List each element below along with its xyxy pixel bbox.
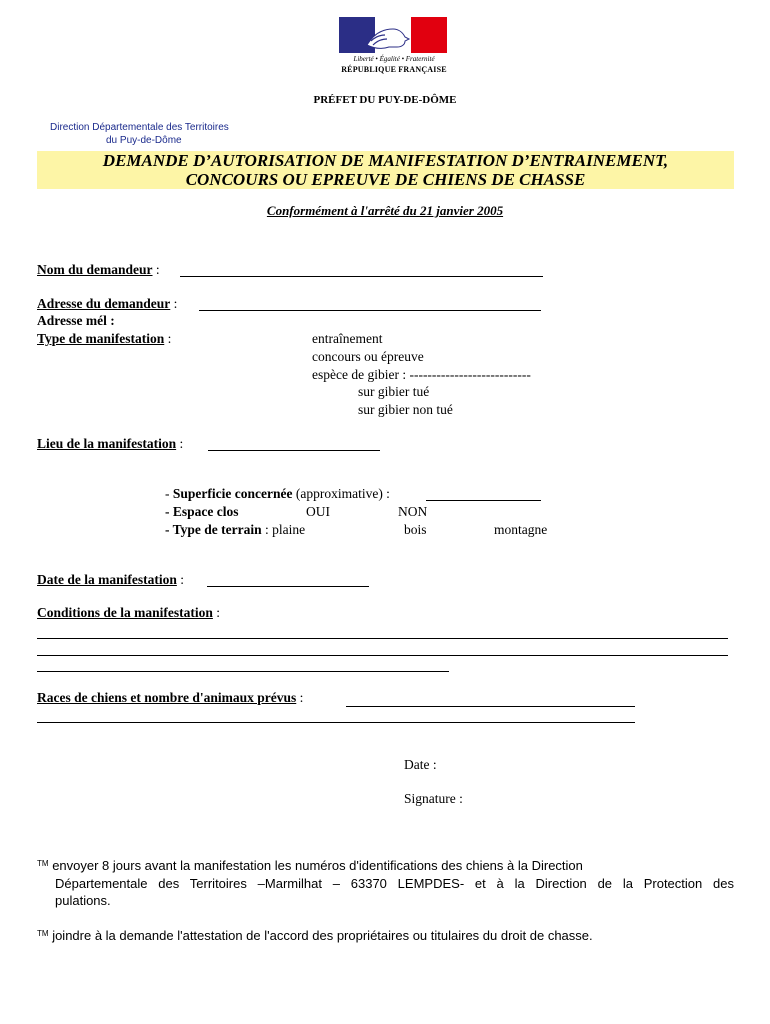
superficie-suffix: (approximative) : xyxy=(292,486,390,501)
terrain-plaine[interactable]: : plaine xyxy=(264,522,306,537)
races-line1[interactable] xyxy=(346,706,635,707)
lieu-row xyxy=(37,436,183,452)
trademark-icon: TM xyxy=(37,929,49,938)
option-gibier-non-tue[interactable]: sur gibier non tué xyxy=(358,402,453,417)
document-title-line2: CONCOURS OU EPREUVE DE CHIENS DE CHASSE xyxy=(185,170,586,189)
direction-line1: Direction Départementale des Territoires xyxy=(50,122,229,133)
marianne-profile-icon xyxy=(359,21,417,51)
type-colon: : xyxy=(167,331,172,346)
conditions-line3[interactable] xyxy=(37,671,449,672)
conditions-line2[interactable] xyxy=(37,655,728,656)
lieu-colon: : xyxy=(179,436,184,451)
type-row xyxy=(37,331,171,347)
date-row xyxy=(37,572,184,588)
races-label: Races de chiens et nombre d'animaux prévus xyxy=(37,690,297,705)
superficie-row xyxy=(165,486,390,502)
espace-oui[interactable]: OUI xyxy=(306,504,330,519)
nom-field[interactable] xyxy=(180,276,543,277)
nom-colon: : xyxy=(155,262,160,277)
conditions-colon: : xyxy=(216,605,221,620)
superficie-field[interactable] xyxy=(426,500,541,501)
races-row xyxy=(37,690,303,706)
marianne-logo xyxy=(339,17,449,79)
footnote2 xyxy=(37,928,593,943)
lieu-label: Lieu de la manifestation xyxy=(37,436,177,451)
republic-name: RÉPUBLIQUE FRANÇAISE xyxy=(341,65,447,74)
lieu-field[interactable] xyxy=(208,450,380,451)
document-subtitle: Conformément à l'arrêté du 21 janvier 2005 xyxy=(266,203,504,218)
date-sign-label: Date : xyxy=(404,757,437,772)
mel-label: Adresse mél : xyxy=(37,313,115,328)
nom-row xyxy=(37,262,160,278)
date-label: Date de la manifestation xyxy=(37,572,177,587)
date-field[interactable] xyxy=(207,586,369,587)
date-colon: : xyxy=(180,572,184,587)
document-title-line1: DEMANDE D’AUTORISATION DE MANIFESTATION D’ENTRAINEMENT, xyxy=(102,151,669,170)
option-concours[interactable]: concours ou épreuve xyxy=(312,349,424,364)
conditions-row xyxy=(37,605,220,621)
footnote1-line2: Départementale des Territoires –Marmilhat – 63370 LEMPDES- et à la Direction de la Protection des xyxy=(55,876,734,891)
conditions-label: Conditions de la manifestation xyxy=(37,605,213,620)
superficie-label: Superficie concernée xyxy=(172,486,293,501)
nom-label: Nom du demandeur xyxy=(37,262,153,277)
footnote1-text1: envoyer 8 jours avant la manifestation les numéros d'identifications des chiens à la Direction xyxy=(52,858,583,873)
trademark-icon: TM xyxy=(37,859,49,868)
espace-non[interactable]: NON xyxy=(398,504,428,519)
races-colon: : xyxy=(299,690,304,705)
footnote2-text: joindre à la demande l'attestation de l'accord des propriétaires ou titulaires du droit de chasse. xyxy=(52,928,593,943)
option-espece[interactable]: espèce de gibier : --------------------------- xyxy=(312,367,531,382)
option-entrainement[interactable]: entraînement xyxy=(312,331,383,346)
conditions-line1[interactable] xyxy=(37,638,728,639)
adresse-row xyxy=(37,296,177,312)
type-label: Type de manifestation xyxy=(37,331,165,346)
direction-line2: du Puy-de-Dôme xyxy=(106,135,182,146)
adresse-label: Adresse du demandeur xyxy=(37,296,171,311)
footnote1-line3: pulations. xyxy=(55,893,111,908)
terrain-row xyxy=(165,522,305,538)
signature-label: Signature : xyxy=(404,791,463,806)
terrain-label: - Type de terrain xyxy=(165,522,262,537)
espace-label: - Espace clos xyxy=(165,504,239,519)
superficie-dash: - xyxy=(165,486,173,501)
footnote1-line1 xyxy=(37,858,583,873)
adresse-field[interactable] xyxy=(199,310,541,311)
races-line2[interactable] xyxy=(37,722,635,723)
option-gibier-tue[interactable]: sur gibier tué xyxy=(358,384,430,399)
motto: Liberté • Égalité • Fraternité xyxy=(353,55,435,63)
terrain-bois[interactable]: bois xyxy=(404,522,427,537)
adresse-colon: : xyxy=(173,296,178,311)
prefet-heading: PRÉFET DU PUY-DE-DÔME xyxy=(313,94,457,106)
tricolor-flag-icon xyxy=(339,17,447,53)
terrain-montagne[interactable]: montagne xyxy=(494,522,548,537)
